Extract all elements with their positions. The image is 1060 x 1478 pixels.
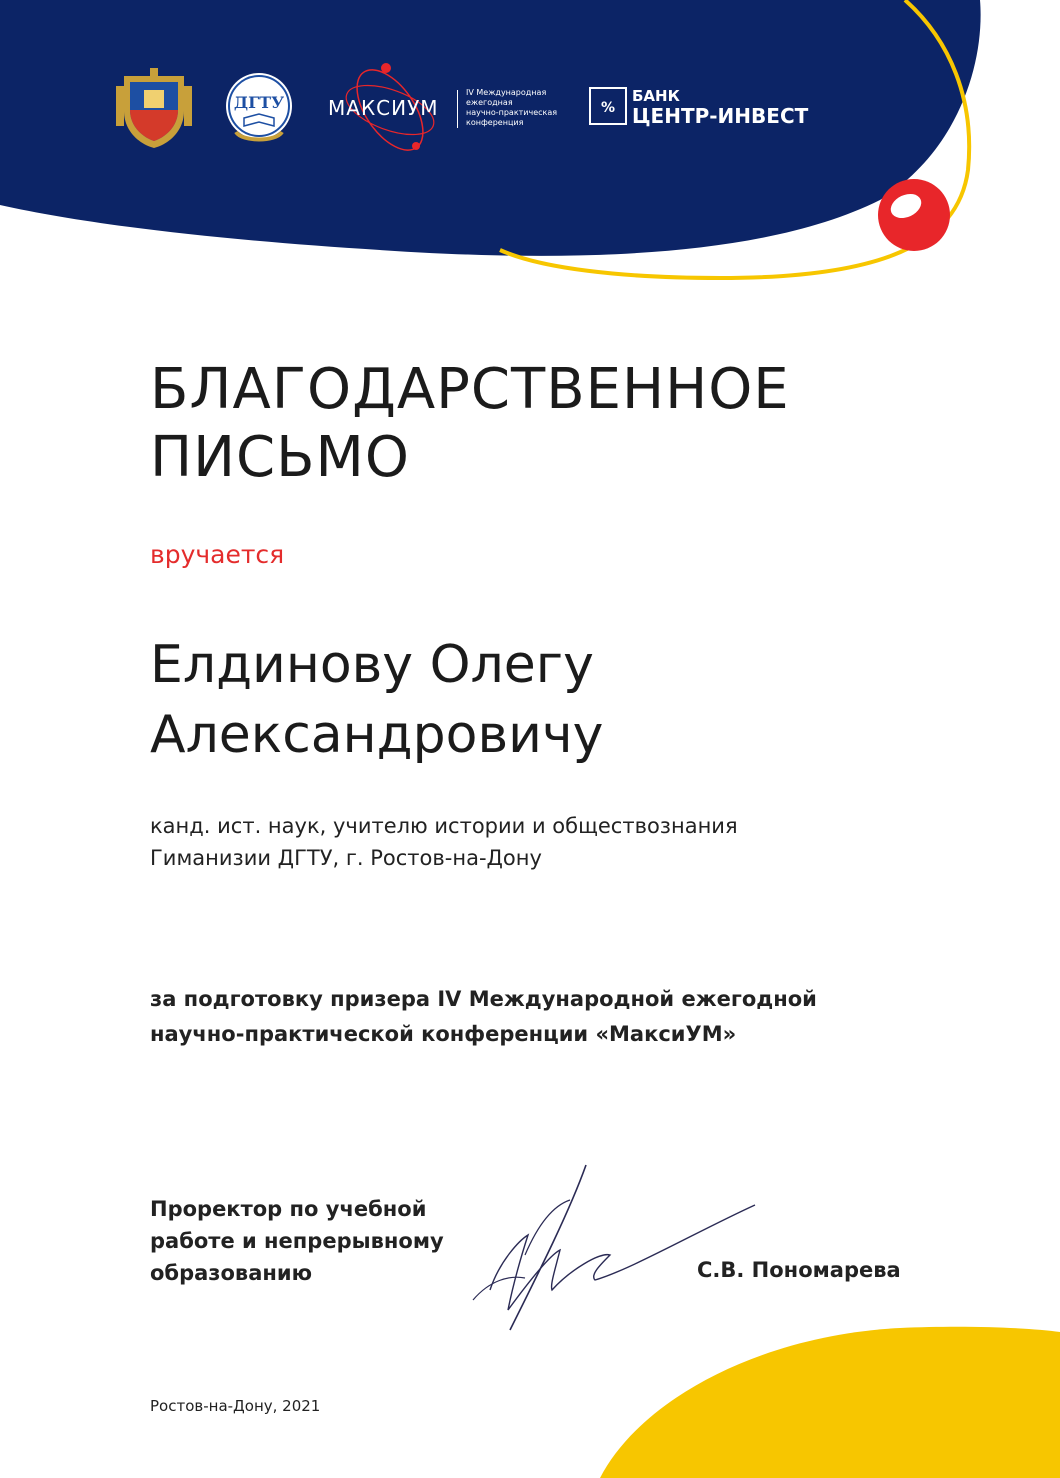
svg-text:%: % [600,100,616,116]
awarded-label: вручается [150,540,285,569]
award-reason: за подготовку призера IV Международной ежегодной научно-практической конференции «МаксиУМ» [150,987,817,1046]
city-year: Ростов-на-Дону, 2021 [150,1397,321,1415]
signer-name: С.В. Пономарева [697,1258,901,1282]
recipient-name: Елдинову Олегу Александровичу [150,635,604,765]
yellow-corner-shape [600,1327,1060,1478]
bank-logo-icon [588,86,628,126]
conference-logo-text: МАКСИУМ [328,96,439,120]
logo-divider [457,90,458,128]
recipient-position: канд. ист. наук, учителю истории и обществознания Гиманизии ДГТУ, г. Ростов-на-Дону [150,814,738,870]
signer-title: Проректор по учебной работе и непрерывному образованию [150,1197,444,1285]
bank-logo-text: БАНК ЦЕНТР-ИНВЕСТ [632,87,809,128]
svg-text:ДГТУ: ДГТУ [233,93,285,112]
coat-of-arms-icon [114,66,194,150]
document-title: БЛАГОДАРСТВЕННОЕ ПИСЬМО [150,357,790,490]
red-circle [878,179,950,251]
handwritten-signature [470,1160,770,1340]
conference-description: IV Международная ежегодная научно-практическая конференция [466,88,558,127]
dgtu-logo-icon [222,70,296,146]
